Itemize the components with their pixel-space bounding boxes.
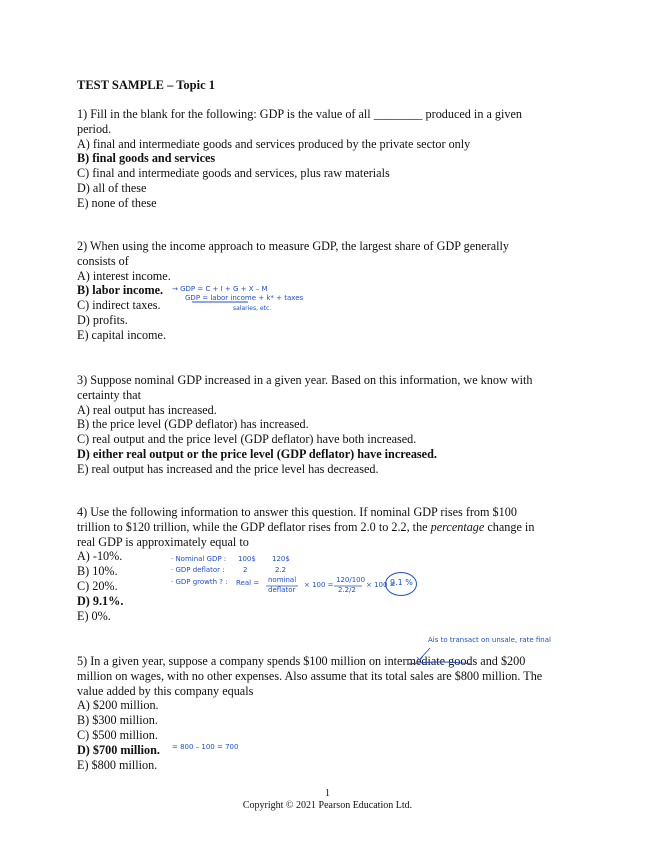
handwritten-note-answer: 9.1 % <box>390 578 413 587</box>
question-4-stem-line-1: 4) Use the following information to answer this question. If nominal GDP rises from $100 <box>77 505 517 519</box>
question-5-option-c: C) $500 million. <box>77 727 158 742</box>
question-4-option-b: B) 10%. <box>77 564 118 579</box>
question-1-option-c: C) final and intermediate goods and services, plus raw materials <box>77 166 390 181</box>
handwritten-note-growth-label: · GDP growth ? : <box>171 578 228 586</box>
question-2-stem-line-2: consists of <box>77 253 129 268</box>
handwritten-note-deflator: deflator <box>268 586 296 594</box>
question-2 <box>77 239 577 343</box>
question-4-stem-emphasis: percentage <box>430 519 485 534</box>
question-3-option-b: B) the price level (GDP deflator) has increased. <box>77 417 309 432</box>
handwritten-note-gdp-income: GDP = labor income + k* + taxes <box>185 294 304 302</box>
question-3-stem-line-2: certainty that <box>77 387 141 402</box>
page-number: 1 <box>325 788 330 799</box>
question-4-stem-line-2c: change in <box>484 519 535 534</box>
question-2-option-a: A) interest income. <box>77 268 171 283</box>
question-1-option-a: A) final and intermediate goods and services produced by the private sector only <box>77 136 471 151</box>
question-1 <box>77 107 577 211</box>
question-4-option-e: E) 0%. <box>77 608 111 623</box>
question-4-option-c: C) 20%. <box>77 578 118 593</box>
handwritten-note-nominal: nominal <box>268 576 297 584</box>
question-5-option-b: B) $300 million. <box>77 713 158 728</box>
question-2-option-c: C) indirect taxes. <box>77 298 161 313</box>
question-3-option-a: A) real output has increased. <box>77 402 217 417</box>
question-5-stem-line-1: 5) In a given year, suppose a company spends $100 million on intermediate goods and $200 <box>77 654 526 668</box>
handwritten-note-nominal-gdp-a: 100$ <box>238 555 256 563</box>
handwritten-note-deflator-label: · GDP deflator : <box>171 566 225 574</box>
handwritten-note-value-added: = 800 – 100 = 700 <box>172 743 239 751</box>
handwritten-note-intermediate: Ais to transact on unsale, rate final <box>428 636 551 644</box>
handwritten-note-ratio-num: 120/100 <box>336 576 366 584</box>
question-1-option-b: B) final goods and services <box>77 151 216 166</box>
handwritten-note-gdp-formula: → GDP = C + I + G + X – M <box>172 285 268 293</box>
question-3 <box>77 373 577 477</box>
question-2-option-d: D) profits. <box>77 312 128 327</box>
question-1-option-d: D) all of these <box>77 180 147 195</box>
question-4-stem-line-2a: trillion to $120 trillion, while the GDP deflator rises from 2.0 to 2.2, the <box>77 519 431 534</box>
question-5 <box>77 654 577 772</box>
question-2-stem-line-1: 2) When using the income approach to measure GDP, the largest share of GDP generally <box>77 239 509 253</box>
question-3-option-e: E) real output has increased and the price level has decreased. <box>77 461 379 476</box>
page-title: TEST SAMPLE – Topic 1 <box>77 78 216 92</box>
question-5-stem-line-3: value added by this company equals <box>77 683 254 698</box>
handwritten-note-deflator-a: 2 <box>243 566 248 574</box>
question-1-stem-line-1: 1) Fill in the blank for the following: GDP is the value of all ________ produced in a given <box>77 107 522 121</box>
question-5-option-a: A) $200 million. <box>77 698 159 713</box>
question-4-stem-line-2 <box>77 520 577 535</box>
question-1-option-e: E) none of these <box>77 195 157 210</box>
handwritten-note-times-100: × 100 = <box>304 581 334 589</box>
question-3-option-d: D) either real output or the price level (GDP deflator) have increased. <box>77 446 437 461</box>
question-4 <box>77 505 577 623</box>
question-3-stem-line-1: 3) Suppose nominal GDP increased in a given year. Based on this information, we know with <box>77 373 533 387</box>
question-2-option-b: B) labor income. <box>77 283 164 298</box>
copyright-notice: Copyright © 2021 Pearson Education Ltd. <box>242 800 413 811</box>
question-1-stem-line-2: period. <box>77 121 112 136</box>
handwritten-note-real: Real = <box>236 579 260 587</box>
question-4-option-d: D) 9.1%. <box>77 593 124 608</box>
handwritten-note-deflator-b: 2.2 <box>275 566 287 574</box>
question-2-option-e: E) capital income. <box>77 327 166 342</box>
question-5-stem-line-2: million on wages, with no other expenses. Also assume that its total sales are $800 million. The <box>77 668 543 683</box>
question-5-option-e: E) $800 million. <box>77 757 158 772</box>
handwritten-note-ratio-den: 2.2/2 <box>338 586 356 594</box>
handwritten-note-salaries: salaries, etc. <box>233 305 272 312</box>
question-4-option-a: A) -10%. <box>77 549 123 564</box>
handwritten-note-nominal-gdp-b: 120$ <box>272 555 290 563</box>
question-3-option-c: C) real output and the price level (GDP deflator) have both increased. <box>77 432 417 447</box>
handwritten-note-nominal-gdp-label: · Nominal GDP : <box>171 555 227 563</box>
question-4-stem-line-3: real GDP is approximately equal to <box>77 534 249 549</box>
question-5-option-d: D) $700 million. <box>77 742 160 757</box>
handwritten-note-times-100-b: × 100 = <box>366 581 396 589</box>
